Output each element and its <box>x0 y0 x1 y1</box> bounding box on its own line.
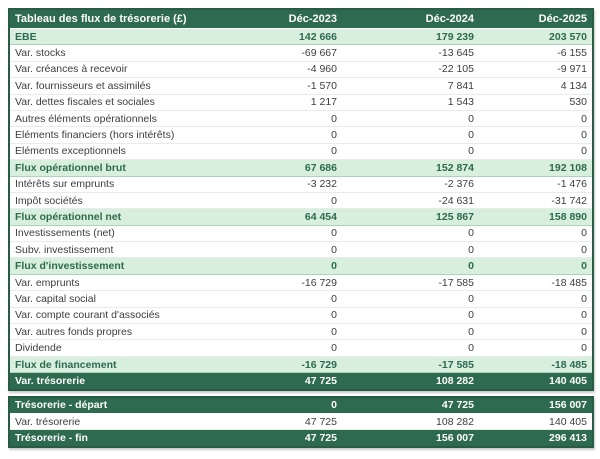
table-row-ebe <box>9 29 593 45</box>
table-row-var-emprunts <box>9 274 593 290</box>
table-row-var-tresorerie <box>9 373 593 390</box>
row-value: 192 108 <box>479 160 593 176</box>
row-value: -4 960 <box>254 61 342 77</box>
row-value: 0 <box>479 110 593 126</box>
row-value: 4 134 <box>479 78 593 94</box>
table-row-var-creances-a-recevoir <box>9 61 593 77</box>
row-value: -24 631 <box>342 192 479 208</box>
row-value: 47 725 <box>254 430 342 447</box>
table-row-var-compte-courant-d-associes <box>9 307 593 323</box>
row-label: Var. trésorerie <box>9 373 254 390</box>
row-label: Var. autres fonds propres <box>9 324 254 340</box>
row-value: 0 <box>342 225 479 241</box>
table-row-investissements-net <box>9 225 593 241</box>
table-row-flux-d-investissement <box>9 258 593 274</box>
row-label: Autres éléments opérationnels <box>9 110 254 126</box>
row-value: 530 <box>479 94 593 110</box>
row-label: Var. stocks <box>9 45 254 61</box>
row-value: -1 570 <box>254 78 342 94</box>
row-value: 0 <box>342 340 479 356</box>
row-label: Eléments financiers (hors intérêts) <box>9 127 254 143</box>
table-row-tresorerie-fin <box>9 430 593 447</box>
treasury-summary-table <box>8 396 594 448</box>
row-value: -2 376 <box>342 176 479 192</box>
table-row-flux-operationnel-brut <box>9 160 593 176</box>
table-header-row <box>9 9 593 29</box>
row-value: 0 <box>254 110 342 126</box>
row-label: Flux de financement <box>9 356 254 372</box>
row-label: Flux opérationnel brut <box>9 160 254 176</box>
table-row-impot-societes <box>9 192 593 208</box>
row-label: Var. trésorerie <box>9 413 254 429</box>
table-row-var-autres-fonds-propres <box>9 324 593 340</box>
row-label: Eléments exceptionnels <box>9 143 254 159</box>
row-value: 140 405 <box>479 373 593 390</box>
table-row-var-fournisseurs-et-assimiles <box>9 78 593 94</box>
row-value: 0 <box>342 110 479 126</box>
row-value: 47 725 <box>342 397 479 414</box>
table-row-var-tresorerie <box>9 413 593 429</box>
row-value: -31 742 <box>479 192 593 208</box>
row-label: Impôt sociétés <box>9 192 254 208</box>
table-row-interets-sur-emprunts <box>9 176 593 192</box>
row-value: 108 282 <box>342 413 479 429</box>
table-row-tresorerie-depart <box>9 397 593 414</box>
table-row-flux-de-financement <box>9 356 593 372</box>
row-value: 0 <box>254 127 342 143</box>
row-value: -13 645 <box>342 45 479 61</box>
row-value: -17 585 <box>342 274 479 290</box>
row-value: 179 239 <box>342 29 479 45</box>
row-value: 158 890 <box>479 209 593 225</box>
row-value: 64 454 <box>254 209 342 225</box>
table-row-dividende <box>9 340 593 356</box>
column-header-dec-2024: Déc-2024 <box>342 9 479 29</box>
row-value: -22 105 <box>342 61 479 77</box>
row-label: Trésorerie - départ <box>9 397 254 414</box>
cash-flow-table-container <box>8 8 592 448</box>
row-value: 0 <box>479 340 593 356</box>
row-label: Var. fournisseurs et assimilés <box>9 78 254 94</box>
row-label: Flux d'investissement <box>9 258 254 274</box>
row-value: 152 874 <box>342 160 479 176</box>
row-value: 140 405 <box>479 413 593 429</box>
row-value: 0 <box>254 192 342 208</box>
row-value: 0 <box>254 225 342 241</box>
row-value: -69 667 <box>254 45 342 61</box>
row-label: Intérêts sur emprunts <box>9 176 254 192</box>
row-value: -18 485 <box>479 356 593 372</box>
row-value: 156 007 <box>479 397 593 414</box>
row-value: 125 867 <box>342 209 479 225</box>
row-value: 0 <box>342 143 479 159</box>
row-value: -16 729 <box>254 274 342 290</box>
row-value: 67 686 <box>254 160 342 176</box>
table-row-autres-elements-operationnels <box>9 110 593 126</box>
row-value: 0 <box>479 127 593 143</box>
row-value: 0 <box>342 307 479 323</box>
row-value: 1 543 <box>342 94 479 110</box>
row-value: 0 <box>254 397 342 414</box>
row-value: 0 <box>342 324 479 340</box>
row-value: 0 <box>479 291 593 307</box>
table-row-var-stocks <box>9 45 593 61</box>
table-row-flux-operationnel-net <box>9 209 593 225</box>
row-label: Var. emprunts <box>9 274 254 290</box>
row-value: 0 <box>342 242 479 258</box>
row-value: 0 <box>342 291 479 307</box>
row-label: Var. capital social <box>9 291 254 307</box>
row-label: Dividende <box>9 340 254 356</box>
row-value: 0 <box>342 127 479 143</box>
row-value: 296 413 <box>479 430 593 447</box>
row-label: Var. créances à recevoir <box>9 61 254 77</box>
row-value: 0 <box>479 143 593 159</box>
row-value: 0 <box>254 307 342 323</box>
row-value: 142 666 <box>254 29 342 45</box>
row-label: Var. dettes fiscales et sociales <box>9 94 254 110</box>
table-row-elements-exceptionnels <box>9 143 593 159</box>
row-label: Investissements (net) <box>9 225 254 241</box>
row-value: -6 155 <box>479 45 593 61</box>
row-value: 108 282 <box>342 373 479 390</box>
row-value: -16 729 <box>254 356 342 372</box>
row-value: 0 <box>254 242 342 258</box>
row-value: -3 232 <box>254 176 342 192</box>
row-value: 156 007 <box>342 430 479 447</box>
row-value: 0 <box>342 258 479 274</box>
row-value: -18 485 <box>479 274 593 290</box>
row-value: 203 570 <box>479 29 593 45</box>
cash-flow-main-table <box>8 8 594 391</box>
row-value: 0 <box>254 291 342 307</box>
row-value: -1 476 <box>479 176 593 192</box>
row-value: -9 971 <box>479 61 593 77</box>
row-value: 0 <box>479 324 593 340</box>
row-value: 1 217 <box>254 94 342 110</box>
row-value: 47 725 <box>254 413 342 429</box>
row-label: EBE <box>9 29 254 45</box>
row-label: Var. compte courant d'associés <box>9 307 254 323</box>
row-value: 0 <box>254 340 342 356</box>
row-value: 0 <box>479 242 593 258</box>
row-value: 0 <box>479 307 593 323</box>
row-value: 0 <box>254 258 342 274</box>
row-value: 0 <box>254 143 342 159</box>
table-row-elements-financiers-hors-interets <box>9 127 593 143</box>
row-value: -17 585 <box>342 356 479 372</box>
row-value: 7 841 <box>342 78 479 94</box>
table-row-subv-investissement <box>9 242 593 258</box>
row-value: 0 <box>479 225 593 241</box>
column-header-dec-2023: Déc-2023 <box>254 9 342 29</box>
row-value: 0 <box>254 324 342 340</box>
column-header-dec-2025: Déc-2025 <box>479 9 593 29</box>
table-title: Tableau des flux de trésorerie (£) <box>9 9 254 29</box>
table-row-var-capital-social <box>9 291 593 307</box>
row-label: Trésorerie - fin <box>9 430 254 447</box>
table-row-var-dettes-fiscales-et-sociales <box>9 94 593 110</box>
row-label: Subv. investissement <box>9 242 254 258</box>
row-label: Flux opérationnel net <box>9 209 254 225</box>
row-value: 47 725 <box>254 373 342 390</box>
row-value: 0 <box>479 258 593 274</box>
